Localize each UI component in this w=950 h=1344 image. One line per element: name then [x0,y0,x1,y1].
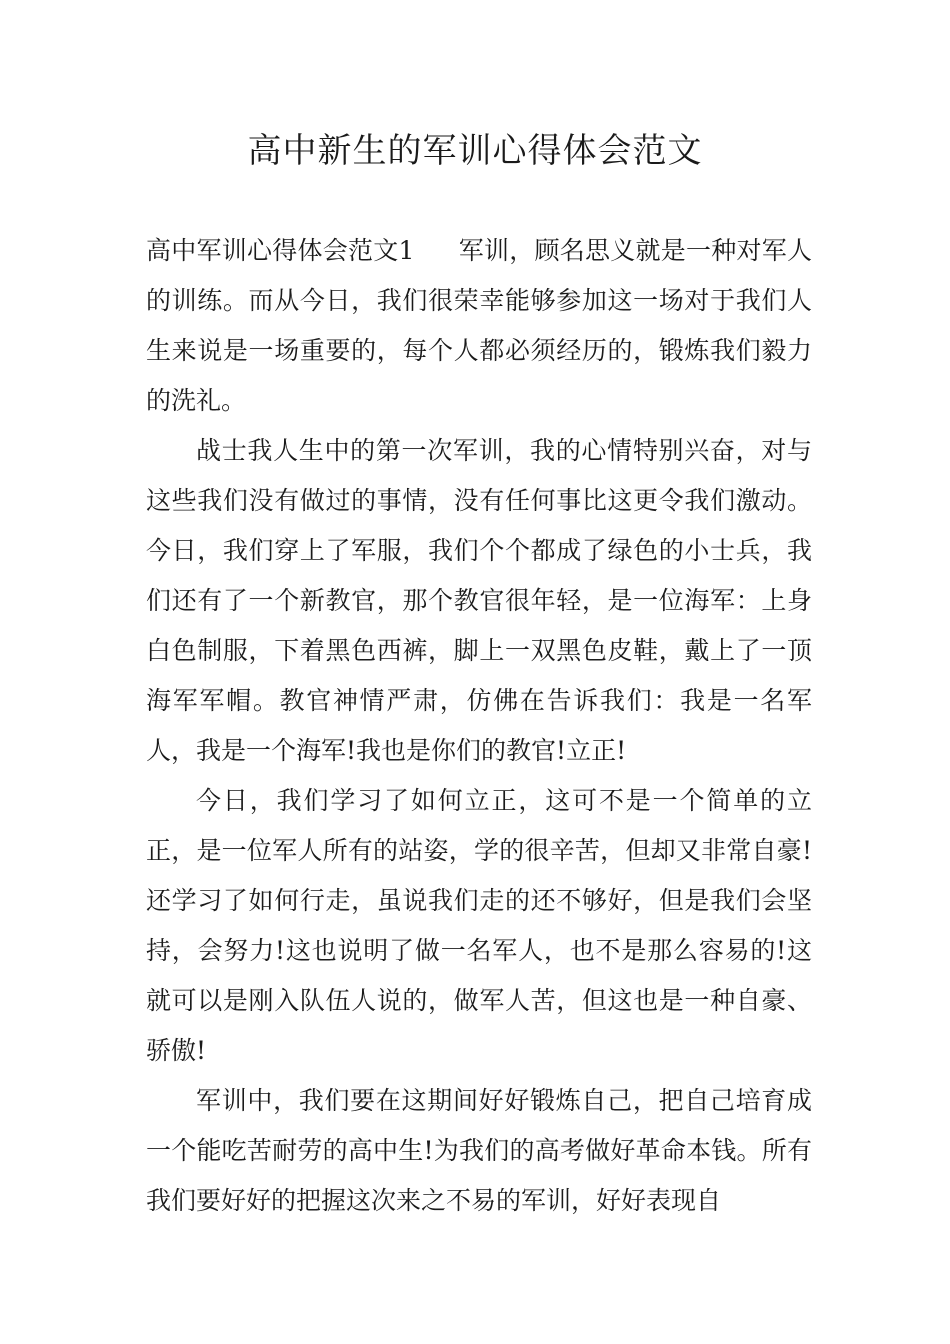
paragraph-2: 战士我人生中的第一次军训，我的心情特别兴奋，对与这些我们没有做过的事情，没有任何事比这更令我们激动。今日，我们穿上了军服，我们个个都成了绿色的小士兵，我们还有了一个新教官，那个教官很年轻，是一位海军：上身白色制服，下着黑色西裤，脚上一双黑色皮鞋，戴上了一顶海军军帽。教官神情严肃，仿佛在告诉我们：我是一名军人，我是一个海军!我也是你们的教官!立正! [146,436,812,765]
document-body [146,226,812,1226]
paragraph-1-text: 军训，顾名思义就是一种对军人的训练。而从今日，我们很荣幸能够参加这一场对于我们人生来说是一场重要的，每个人都必须经历的，锻炼我们毅力的洗礼。 [146,236,812,415]
document-title: 高中新生的军训心得体会范文 [247,131,703,171]
paragraph-3: 今日，我们学习了如何立正，这可不是一个简单的立正，是一位军人所有的站姿，学的很辛苦，但却又非常自豪!还学习了如何行走，虽说我们走的还不够好，但是我们会坚持，会努力!这也说明了做一名军人，也不是那么容易的!这就可以是刚入队伍人说的，做军人苦，但这也是一种自豪、骄傲! [146,786,812,1065]
section-heading: 高中军训心得体会范文1 [146,236,415,265]
paragraph-4: 军训中，我们要在这期间好好锻炼自己，把自己培育成一个能吃苦耐劳的高中生!为我们的高考做好革命本钱。所有我们要好好的把握这次来之不易的军训，好好表现自 [146,1086,812,1215]
paragraph-1 [146,226,812,426]
